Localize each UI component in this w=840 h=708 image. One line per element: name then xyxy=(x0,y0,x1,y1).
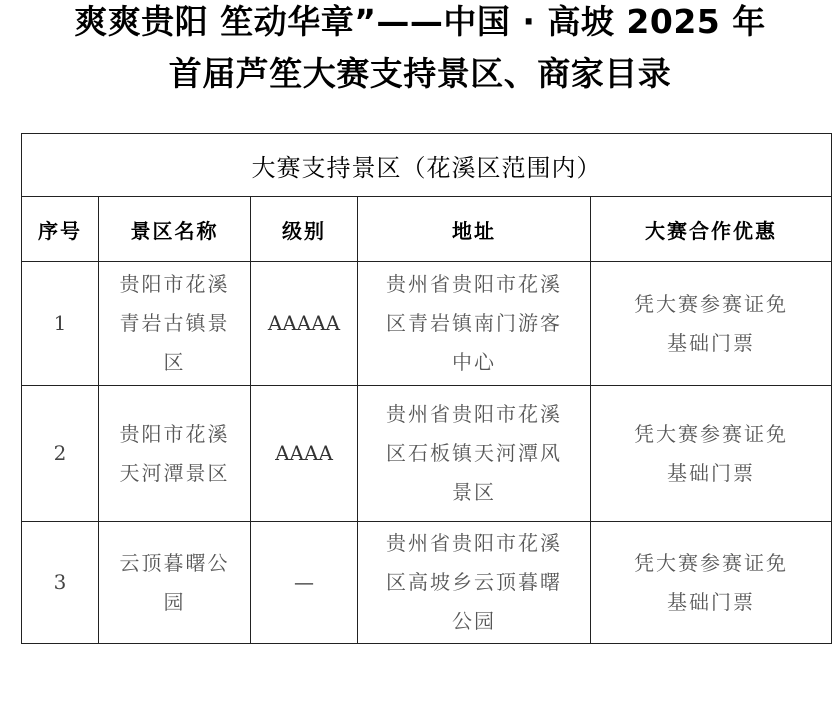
header-index: 序号 xyxy=(22,197,99,262)
header-level: 级别 xyxy=(251,197,358,262)
row-offer: 凭大赛参赛证免基础门票 xyxy=(634,421,789,485)
row-address: 贵州省贵阳市花溪区石板镇天河潭风景区 xyxy=(386,402,562,504)
row-index: 3 xyxy=(22,522,99,644)
header-address: 地址 xyxy=(358,197,591,262)
table-header-row xyxy=(22,197,832,262)
row-index: 2 xyxy=(22,386,99,522)
row-offer-cell xyxy=(591,522,832,644)
row-address-cell xyxy=(358,262,591,386)
header-offer: 大赛合作优惠 xyxy=(591,197,832,262)
row-offer: 凭大赛参赛证免基础门票 xyxy=(634,291,789,355)
row-name-cell xyxy=(99,386,251,522)
row-level: AAAAA xyxy=(251,262,358,386)
row-name: 云顶暮曙公园 xyxy=(119,550,230,614)
row-level: AAAA xyxy=(251,386,358,522)
row-offer: 凭大赛参赛证免基础门票 xyxy=(634,550,789,614)
row-level: — xyxy=(251,522,358,644)
table-row xyxy=(22,522,832,644)
document-title-line-2: 首届芦笙大赛支持景区、商家目录 xyxy=(168,54,672,93)
row-offer-cell xyxy=(591,386,832,522)
header-name: 景区名称 xyxy=(99,197,251,262)
table-row xyxy=(22,386,832,522)
row-name: 贵阳市花溪天河潭景区 xyxy=(119,421,230,485)
table-row xyxy=(22,262,832,386)
row-address: 贵州省贵阳市花溪区高坡乡云顶暮曙公园 xyxy=(386,531,562,633)
section-title: 大赛支持景区（花溪区范围内） xyxy=(22,134,832,197)
row-address-cell xyxy=(358,522,591,644)
row-name-cell xyxy=(99,262,251,386)
row-index: 1 xyxy=(22,262,99,386)
scenic-area-table xyxy=(21,133,832,644)
row-name-cell xyxy=(99,522,251,644)
row-name: 贵阳市花溪青岩古镇景区 xyxy=(119,272,230,374)
row-offer-cell xyxy=(591,262,832,386)
table-section-row xyxy=(22,134,832,197)
document-title-line-1: 爽爽贵阳 笙动华章”——中国 · 高坡 2025 年 xyxy=(74,2,766,41)
row-address: 贵州省贵阳市花溪区青岩镇南门游客中心 xyxy=(386,272,562,374)
row-address-cell xyxy=(358,386,591,522)
